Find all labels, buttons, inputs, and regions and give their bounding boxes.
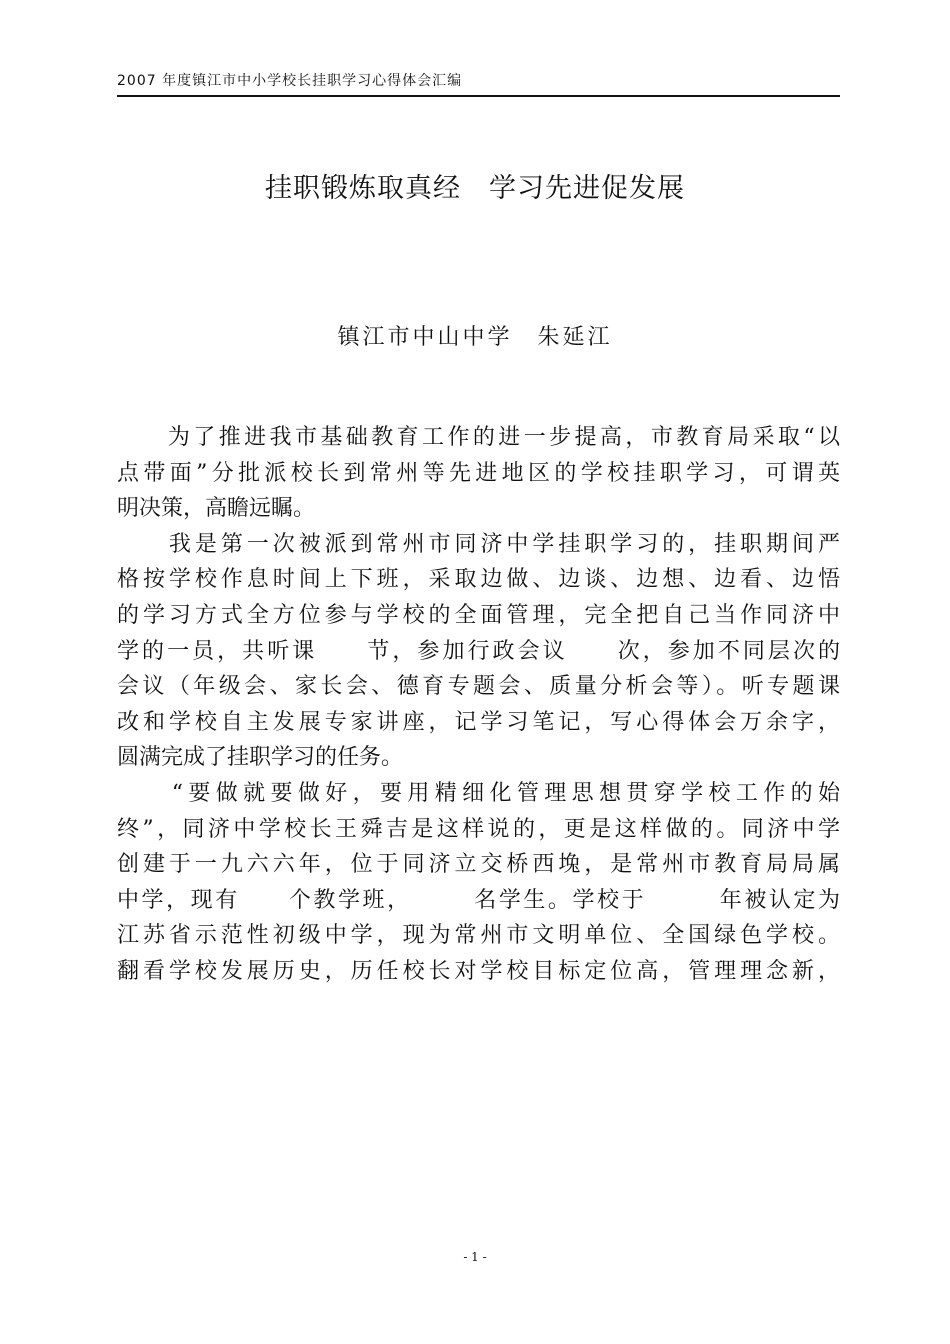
text-line: 为了推进我市基础教育工作的进一步提高，市教育局采取“以 [117, 425, 840, 450]
text-line: 明决策，高瞻远瞩。 [117, 496, 316, 522]
text-line: 江苏省示范性初级中学，现为常州市文明单位、全国绿色学校。 [117, 923, 840, 949]
text-line: 格按学校作息时间上下班，采取边做、边谈、边想、边看、边悟 [117, 567, 840, 593]
page-number: - 1 - [463, 1250, 487, 1264]
text-line: 会议（年级会、家长会、德育专题会、质量分析会等）。听专题课 [117, 674, 840, 700]
paragraph [117, 420, 840, 527]
text-line: 学的一员，共听课 节，参加行政会议 次，参加不同层次的 [117, 638, 840, 664]
text-line: 点带面”分批派校长到常州等先进地区的学校挂职学习，可谓英 [117, 460, 840, 486]
article-author: 镇江市中山中学 朱延江 [337, 325, 613, 350]
text-line: 创建于一九六六年，位于同济立交桥西堍，是常州市教育局局属 [117, 852, 840, 878]
paragraph [117, 776, 840, 990]
running-header: 2007 年度镇江市中小学校长挂职学习心得体会汇编 [117, 73, 463, 89]
header-rule [117, 95, 840, 97]
paragraph [117, 527, 840, 776]
text-line: 的学习方式全方位参与学校的全面管理，完全把自己当作同济中 [117, 602, 840, 628]
text-line: 圆满完成了挂职学习的任务。 [117, 745, 404, 771]
text-line: “要做就要做好，要用精细化管理思想贯穿学校工作的始 [117, 780, 840, 806]
text-line: 翻看学校发展历史，历任校长对学校目标定位高，管理理念新， [117, 958, 840, 984]
text-line: 我是第一次被派到常州市同济中学挂职学习的，挂职期间严 [117, 531, 840, 557]
text-line: 终”，同济中学校长王舜吉是这样说的，更是这样做的。同济中学 [117, 816, 840, 842]
article-body [117, 420, 840, 990]
text-line: 改和学校自主发展专家讲座，记学习笔记，写心得体会万余字， [117, 709, 840, 735]
article-title: 挂职锻炼取真经 学习先进促发展 [265, 173, 685, 204]
text-line: 中学，现有 个教学班， 名学生。学校于 年被认定为 [117, 887, 840, 913]
